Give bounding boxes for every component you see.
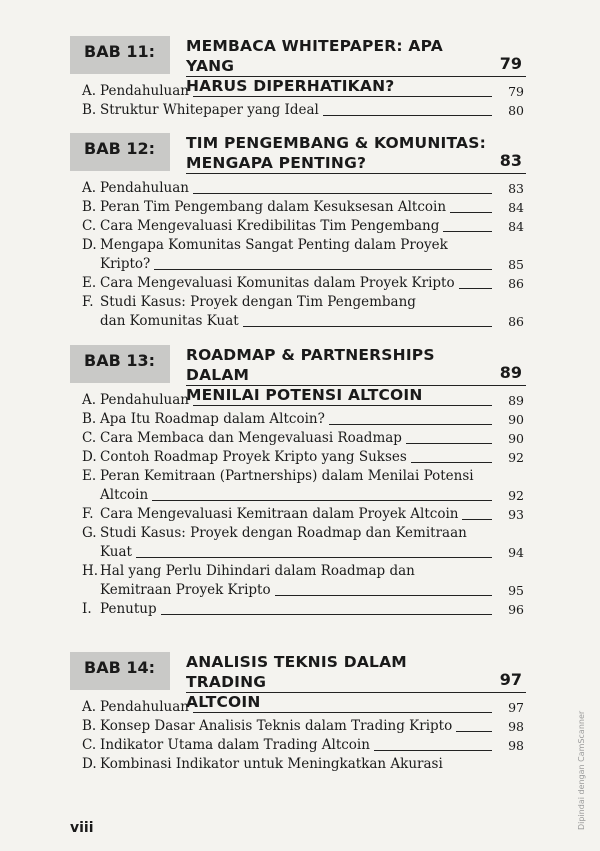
toc-entry[interactable]	[70, 698, 530, 717]
leader-line	[374, 750, 492, 751]
entry-letter: A.	[82, 699, 97, 715]
entry-line	[100, 312, 496, 331]
entry-page-number: 94	[508, 545, 524, 560]
toc-entry[interactable]	[70, 82, 530, 101]
chapter-title-line: ANALISIS TEKNIS DALAM TRADING	[186, 653, 407, 691]
toc-entry[interactable]	[70, 505, 530, 524]
leader-line	[193, 405, 492, 406]
entry-page-number: 90	[508, 412, 524, 427]
leader-line	[462, 519, 492, 520]
chapter-number: BAB 13:	[84, 351, 156, 370]
entry-line	[100, 198, 496, 217]
toc-entry[interactable]	[70, 467, 530, 505]
entry-letter: E.	[82, 468, 97, 484]
toc-entry[interactable]	[70, 562, 530, 600]
leader-line	[275, 595, 492, 596]
entry-line	[100, 101, 496, 120]
chapter-number: BAB 12:	[84, 139, 156, 158]
entry-letter: C.	[82, 218, 97, 234]
chapter-block	[70, 652, 530, 774]
chapter-title-line: HARUS DIPERHATIKAN?	[186, 77, 395, 95]
entry-text: Cara Mengevaluasi Komunitas dalam Proyek Kripto	[100, 275, 455, 291]
entry-letter: D.	[82, 449, 97, 465]
toc-entry[interactable]	[70, 179, 530, 198]
entry-page-number: 86	[508, 314, 524, 329]
entry-letter: C.	[82, 430, 97, 446]
entry-page-number: 95	[508, 583, 524, 598]
chapter-heading	[70, 133, 530, 173]
entry-text: Apa Itu Roadmap dalam Altcoin?	[100, 411, 325, 427]
entry-text: Studi Kasus: Proyek dengan Roadmap dan Kemitraan	[100, 525, 467, 541]
entry-text: Penutup	[100, 601, 157, 617]
entry-list	[70, 698, 530, 774]
chapter-title-line: ALTCOIN	[186, 693, 261, 711]
entry-line	[100, 600, 496, 619]
entry-line	[100, 717, 496, 736]
entry-letter: D.	[82, 237, 97, 253]
scanner-watermark: Dipindai dengan CamScanner	[577, 710, 586, 830]
chapter-title-line: ROADMAP & PARTNERSHIPS DALAM	[186, 346, 435, 384]
entry-text: Pendahuluan	[100, 392, 189, 408]
entry-text: Cara Mengevaluasi Kemitraan dalam Proyek Altcoin	[100, 506, 459, 522]
entry-letter: G.	[82, 525, 97, 541]
entry-letter: A.	[82, 83, 97, 99]
entry-text: Kemitraan Proyek Kripto	[100, 582, 271, 598]
toc-entry[interactable]	[70, 293, 530, 331]
chapter-underline	[186, 692, 526, 693]
entry-text: Hal yang Perlu Dihindari dalam Roadmap dan	[100, 563, 415, 579]
entry-page-number: 92	[508, 450, 524, 465]
toc-entry[interactable]	[70, 429, 530, 448]
leader-line	[193, 193, 492, 194]
leader-line	[406, 443, 492, 444]
entry-line	[100, 524, 496, 543]
entry-line	[100, 581, 496, 600]
entry-page-number: 89	[508, 393, 524, 408]
leader-line	[136, 557, 492, 558]
entry-text: Cara Mengevaluasi Kredibilitas Tim Pengembang	[100, 218, 440, 234]
entry-text: Studi Kasus: Proyek dengan Tim Pengembang	[100, 294, 416, 310]
entry-page-number: 98	[508, 719, 524, 734]
entry-line	[100, 736, 496, 755]
chapter-page-number: 83	[499, 151, 522, 170]
entry-line	[100, 467, 496, 486]
entry-letter: B.	[82, 199, 97, 215]
toc-entry[interactable]	[70, 274, 530, 293]
entry-letter: F.	[82, 294, 94, 310]
toc-entry[interactable]	[70, 217, 530, 236]
entry-text: Pendahuluan	[100, 180, 189, 196]
entry-page-number: 86	[508, 276, 524, 291]
entry-text: Peran Tim Pengembang dalam Kesuksesan Altcoin	[100, 199, 447, 215]
entry-page-number: 84	[508, 200, 524, 215]
chapter-page-number: 79	[499, 54, 522, 73]
entry-letter: H.	[82, 563, 99, 579]
entry-text: Pendahuluan	[100, 83, 189, 99]
entry-page-number: 90	[508, 431, 524, 446]
entry-list	[70, 179, 530, 331]
entry-line	[100, 448, 496, 467]
toc-entry[interactable]	[70, 236, 530, 274]
entry-text: Cara Membaca dan Mengevaluasi Roadmap	[100, 430, 402, 446]
leader-line	[329, 424, 492, 425]
entry-text: Pendahuluan	[100, 699, 189, 715]
toc-entry[interactable]	[70, 391, 530, 410]
entry-page-number: 92	[508, 488, 524, 503]
chapter-underline	[186, 76, 526, 77]
chapter-underline	[186, 385, 526, 386]
toc-entry[interactable]	[70, 198, 530, 217]
leader-line	[456, 731, 492, 732]
leader-line	[152, 500, 492, 501]
entry-line	[100, 698, 496, 717]
leader-line	[450, 212, 492, 213]
chapter-block	[70, 345, 530, 619]
entry-line	[100, 755, 496, 774]
chapter-title	[186, 133, 486, 173]
entry-letter: A.	[82, 392, 97, 408]
chapter-title-line: MENILAI POTENSI ALTCOIN	[186, 386, 423, 404]
entry-line	[100, 543, 496, 562]
entry-text: Mengapa Komunitas Sangat Penting dalam Proyek	[100, 237, 448, 253]
leader-line	[193, 712, 492, 713]
entry-letter: B.	[82, 102, 97, 118]
entry-letter: B.	[82, 411, 97, 427]
toc-entry[interactable]	[70, 600, 530, 619]
entry-line	[100, 179, 496, 198]
entry-line	[100, 391, 496, 410]
entry-line	[100, 217, 496, 236]
leader-line	[193, 96, 492, 97]
leader-line	[243, 326, 492, 327]
entry-line	[100, 274, 496, 293]
entry-line	[100, 255, 496, 274]
page-number-footer: viii	[70, 820, 94, 836]
leader-line	[154, 269, 492, 270]
chapter-block	[70, 36, 530, 120]
entry-letter: I.	[82, 601, 92, 617]
entry-text: Peran Kemitraan (Partnerships) dalam Menilai Potensi	[100, 468, 474, 484]
chapter-title-line: TIM PENGEMBANG & KOMUNITAS:	[186, 134, 486, 152]
entry-line	[100, 293, 496, 312]
toc-entry[interactable]	[70, 717, 530, 736]
entry-text: Kombinasi Indikator untuk Meningkatkan Akurasi	[100, 756, 443, 772]
entry-letter: C.	[82, 737, 97, 753]
entry-text: Struktur Whitepaper yang Ideal	[100, 102, 319, 118]
entry-letter: E.	[82, 275, 97, 291]
toc-entry[interactable]	[70, 524, 530, 562]
toc-entry[interactable]	[70, 755, 530, 774]
toc-entry[interactable]	[70, 448, 530, 467]
entry-page-number: 79	[508, 84, 524, 99]
entry-line	[100, 236, 496, 255]
entry-text: Indikator Utama dalam Trading Altcoin	[100, 737, 370, 753]
chapter-number: BAB 11:	[84, 42, 156, 61]
entry-list	[70, 82, 530, 120]
entry-letter: A.	[82, 180, 97, 196]
entry-letter: D.	[82, 756, 97, 772]
leader-line	[323, 115, 492, 116]
entry-line	[100, 486, 496, 505]
leader-line	[411, 462, 492, 463]
chapter-page-number: 89	[499, 363, 522, 382]
entry-page-number: 93	[508, 507, 524, 522]
entry-list	[70, 391, 530, 619]
toc-entry[interactable]	[70, 410, 530, 429]
toc-entry[interactable]	[70, 101, 530, 120]
chapter-title-line: MENGAPA PENTING?	[186, 154, 367, 172]
entry-line	[100, 429, 496, 448]
entry-page-number: 84	[508, 219, 524, 234]
entry-page-number: 98	[508, 738, 524, 753]
entry-text: Konsep Dasar Analisis Teknis dalam Trading Kripto	[100, 718, 453, 734]
leader-line	[443, 231, 492, 232]
leader-line	[459, 288, 492, 289]
entry-text: Kuat	[100, 544, 132, 560]
chapter-page-number: 97	[499, 670, 522, 689]
entry-line	[100, 562, 496, 581]
entry-letter: F.	[82, 506, 94, 522]
leader-line	[161, 614, 492, 615]
chapter-number: BAB 14:	[84, 658, 156, 677]
entry-page-number: 85	[508, 257, 524, 272]
entry-text: Contoh Roadmap Proyek Kripto yang Sukses	[100, 449, 407, 465]
entry-text: Kripto?	[100, 256, 151, 272]
entry-line	[100, 505, 496, 524]
entry-line	[100, 82, 496, 101]
entry-page-number: 96	[508, 602, 524, 617]
entry-line	[100, 410, 496, 429]
entry-letter: B.	[82, 718, 97, 734]
toc-entry[interactable]	[70, 736, 530, 755]
chapter-underline	[186, 173, 526, 174]
entry-page-number: 80	[508, 103, 524, 118]
entry-page-number: 97	[508, 700, 524, 715]
entry-text: Altcoin	[100, 487, 149, 503]
chapter-title-line: MEMBACA WHITEPAPER: APA YANG	[186, 37, 443, 75]
chapter-block	[70, 133, 530, 331]
entry-page-number: 83	[508, 181, 524, 196]
entry-text: dan Komunitas Kuat	[100, 313, 239, 329]
